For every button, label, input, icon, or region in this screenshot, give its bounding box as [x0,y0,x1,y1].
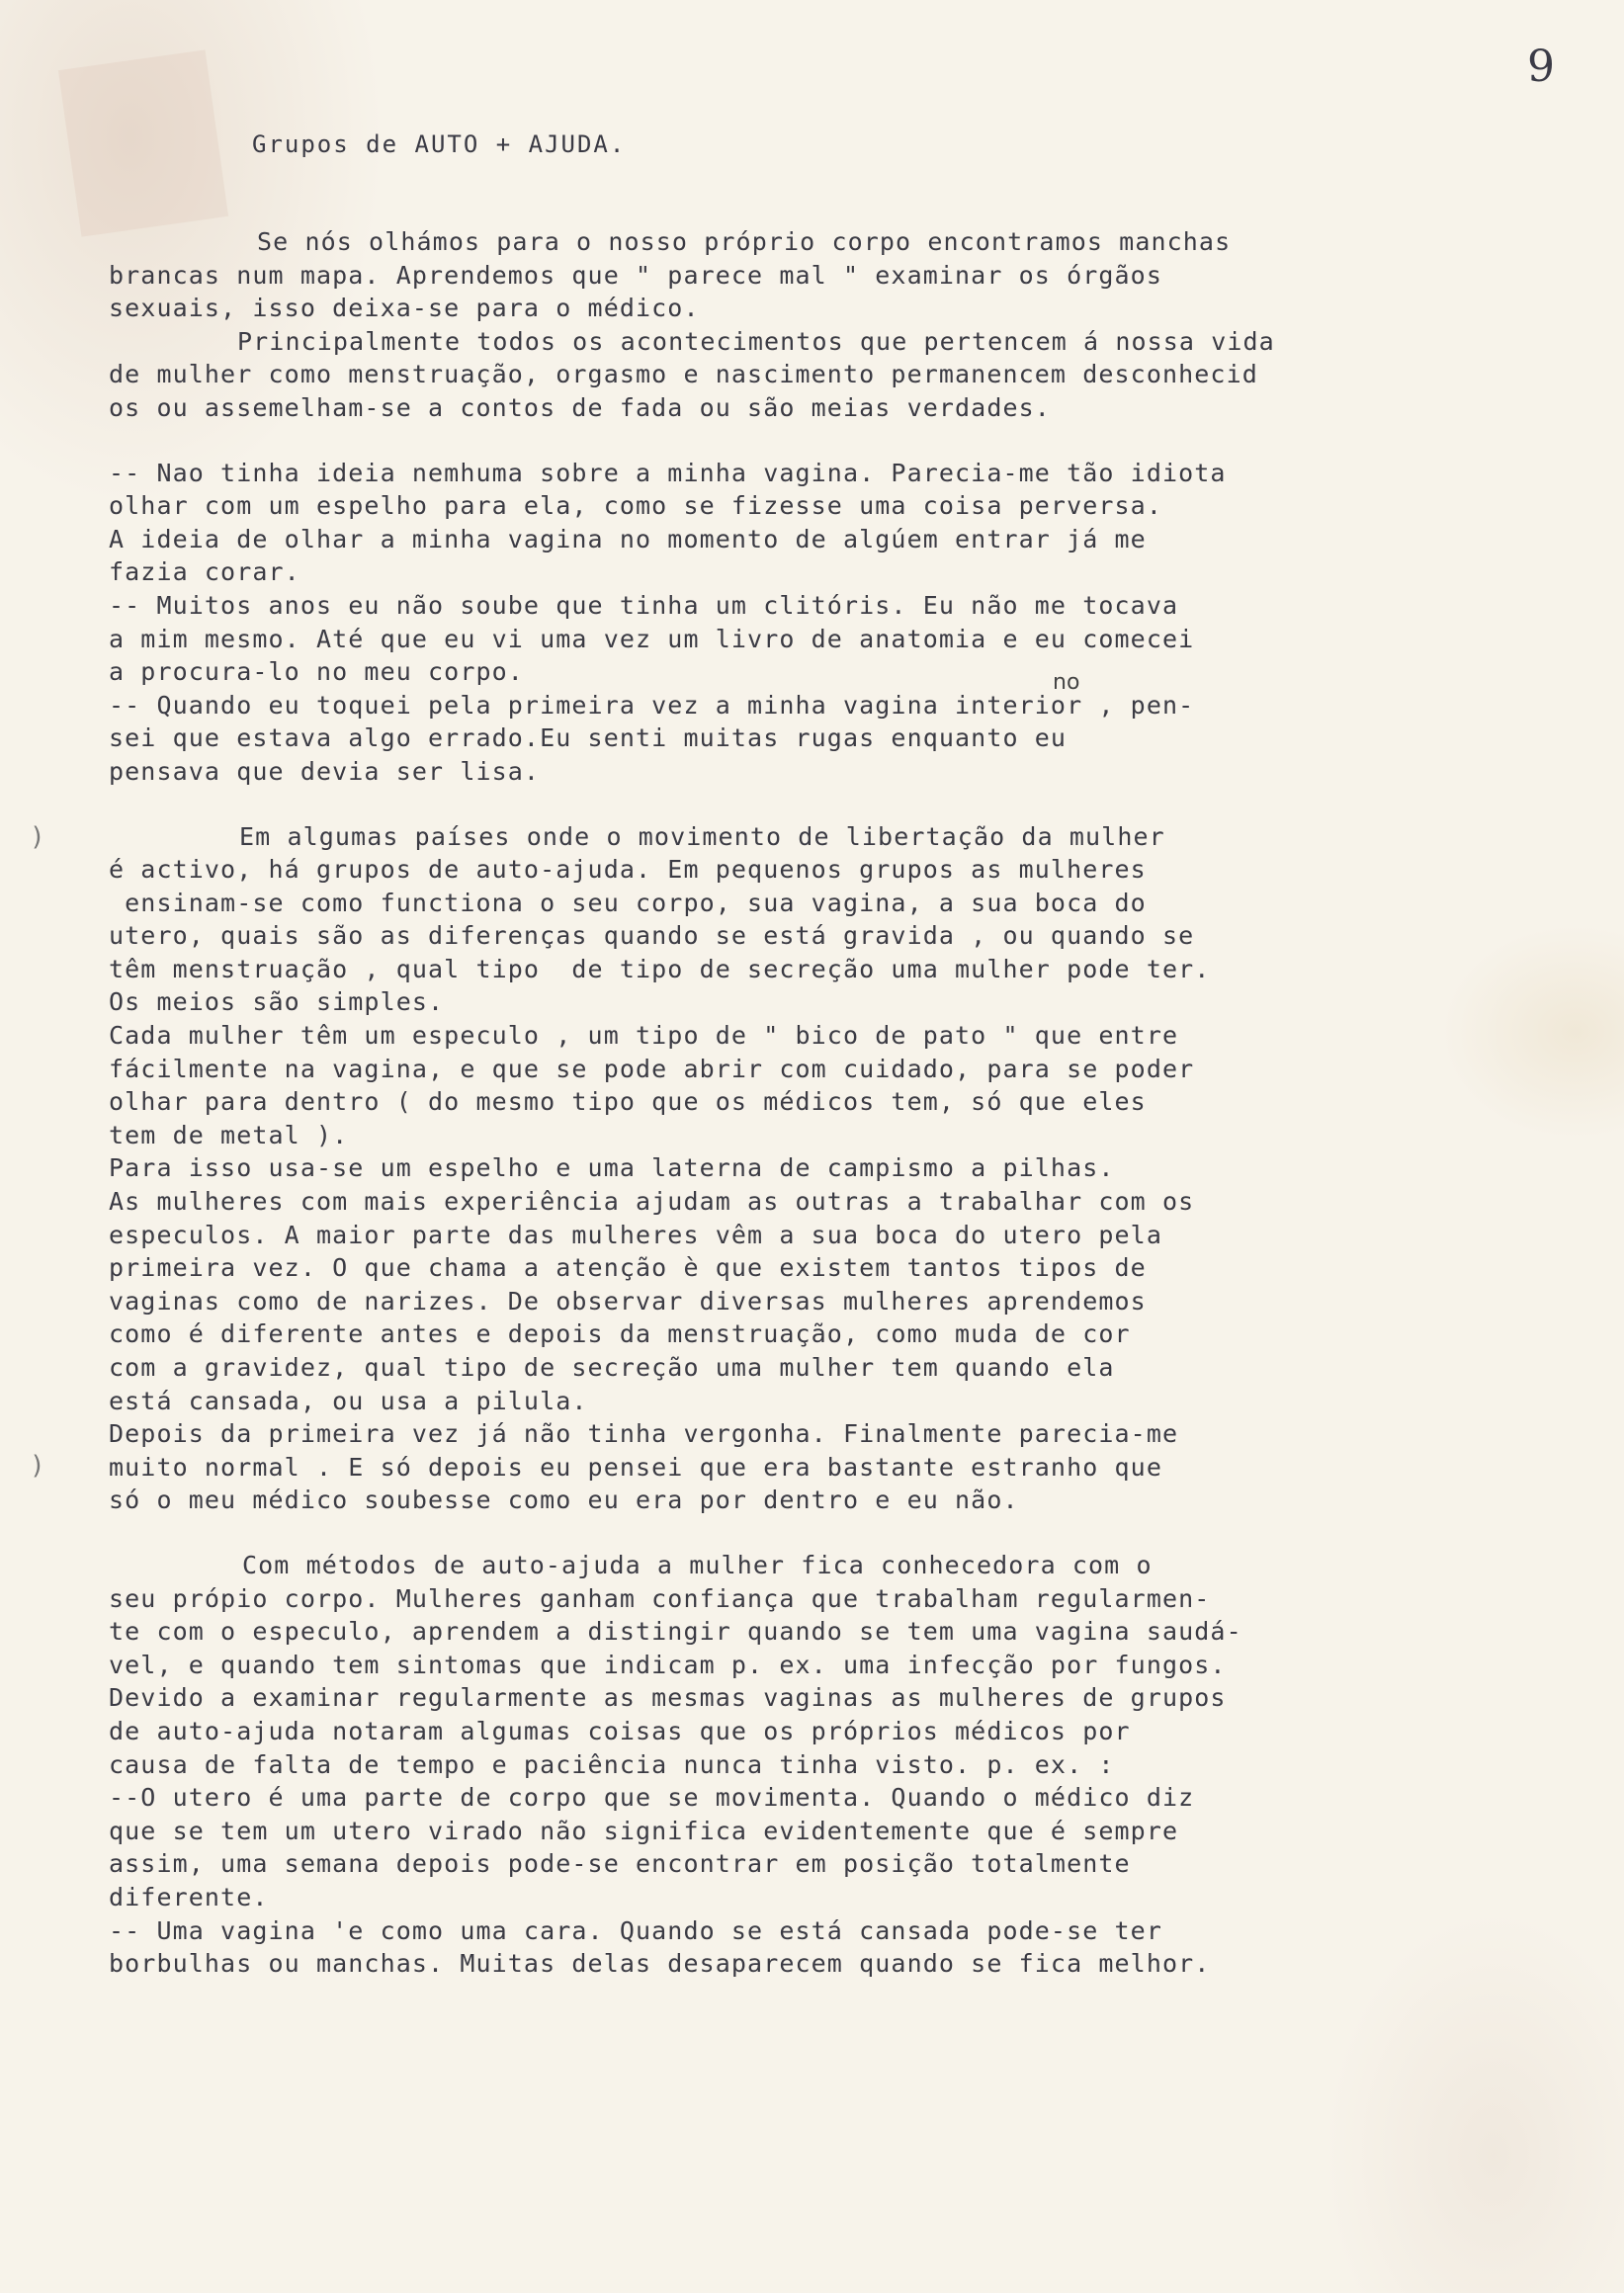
text-line: só o meu médico soubesse como eu era por dentro e eu não. [109,1486,1019,1515]
text-line: como é diferente antes e depois da menstruação, como muda de cor [109,1319,1131,1349]
text-line: Depois da primeira vez já não tinha vergonha. Finalmente parecia-me [109,1419,1179,1449]
text-line: olhar para dentro ( do mesmo tipo que os médicos tem, só que eles [109,1087,1147,1117]
text-line: Em algumas países onde o movimento de libertação da mulher [239,821,1165,851]
margin-mark: ) [30,822,45,852]
text-line: a procura-lo no meu corpo. [109,657,524,687]
text-line: vaginas como de narizes. De observar diversas mulheres aprendemos [109,1286,1147,1316]
text-line: com a gravidez, qual tipo de secreção uma mulher tem quando ela [109,1353,1115,1382]
text-line: têm menstruação , qual tipo de tipo de secreção uma mulher pode ter. [109,954,1211,983]
text-line: de mulher como menstruação, orgasmo e nascimento permanencem desconhecid [109,360,1258,389]
paper-stain [58,49,228,236]
text-line: seu própio corpo. Mulheres ganham confiança que trabalham regularmen- [109,1583,1211,1613]
text-line: brancas num mapa. Aprendemos que " parece mal " examinar os órgãos [109,260,1162,290]
text-line: As mulheres com mais experiência ajudam as outras a trabalhar com os [109,1187,1195,1217]
text-line: te com o especulo, aprendem a distingir quando se tem uma vagina saudá- [109,1617,1242,1647]
text-line: está cansada, ou usa a pilula. [109,1386,588,1415]
text-line: -- Quando eu toquei pela primeira vez a minha vagina interior , pen- [109,690,1195,720]
text-line: é activo, há grupos de auto-ajuda. Em pequenos grupos as mulheres [109,855,1147,885]
text-line: olhar com um espelho para ela, como se fizesse uma coisa perversa. [109,491,1162,521]
text-line: diferente. [109,1882,269,1911]
text-line: causa de falta de tempo e paciência nunca tinha visto. p. ex. : [109,1749,1115,1779]
text-line: -- Muitos anos eu não soube que tinha um clitóris. Eu não me tocava [109,590,1179,620]
paragraph-intro [109,225,1413,425]
text-line: especulos. A maior parte das mulheres vêm a sua boca do utero pela [109,1220,1162,1249]
text-line: Devido a examinar regularmente as mesmas vaginas as mulheres de grupos [109,1683,1227,1713]
text-line: borbulhas ou manchas. Muitas delas desaparecem quando se fica melhor. [109,1949,1211,1979]
text-line: assim, uma semana depois pode-se encontrar em posição totalmente [109,1849,1131,1879]
paragraph-testimonies [109,457,1413,789]
document-body [109,225,1413,2012]
text-line: Se nós olhámos para o nosso próprio corpo encontramos manchas [257,227,1232,256]
text-line: que se tem um utero virado não significa evidentemente que é sempre [109,1816,1179,1845]
text-line: -- Uma vagina 'e como uma cara. Quando se está cansada pode-se ter [109,1915,1162,1945]
text-line: Principalmente todos os acontecimentos que pertencem á nossa vida [237,326,1275,356]
paragraph-methods [109,1549,1413,1981]
text-line: Para isso usa-se um espelho e uma laterna de campismo a pilhas. [109,1153,1115,1183]
paragraph-self-help-groups [109,820,1413,1517]
text-line: A ideia de olhar a minha vagina no momento de algúem entrar já me [109,524,1147,553]
document-title: Grupos de AUTO + AJUDA. [252,130,627,158]
text-line: tem de metal ). [109,1120,349,1149]
text-line: os ou assemelham-se a contos de fada ou são meias verdades. [109,392,1051,422]
text-line: -- Nao tinha ideia nemhuma sobre a minha vagina. Parecia-me tão idiota [109,458,1227,487]
text-line: fazia corar. [109,557,300,587]
text-line: sexuais, isso deixa-se para o médico. [109,294,700,323]
text-line: Cada mulher têm um especulo , um tipo de " bico de pato " que entre [109,1021,1179,1051]
text-line: Os meios são simples. [109,987,445,1017]
text-line: vel, e quando tem sintomas que indicam p. ex. uma infecção por fungos. [109,1650,1227,1679]
text-line: pensava que devia ser lisa. [109,756,541,786]
handwritten-note: no [1053,670,1080,695]
margin-mark: ) [30,1451,45,1481]
text-line: de auto-ajuda notaram algumas coisas que os próprios médicos por [109,1716,1131,1745]
text-line: utero, quais são as diferenças quando se está gravida , ou quando se [109,921,1195,951]
text-line: sei que estava algo errado.Eu senti muitas rugas enquanto eu [109,723,1068,753]
text-line: Com métodos de auto-ajuda a mulher fica conhecedora com o [242,1550,1153,1579]
text-line: --O utero é uma parte de corpo que se movimenta. Quando o médico diz [109,1783,1195,1813]
text-line: fácilmente na vagina, e que se pode abrir com cuidado, para se poder [109,1054,1195,1083]
text-line: a mim mesmo. Até que eu vi uma vez um livro de anatomia e eu comecei [109,624,1195,653]
text-line: ensinam-se como functiona o seu corpo, sua vagina, a sua boca do [109,888,1147,917]
text-line: primeira vez. O que chama a atenção è que existem tantos tipos de [109,1253,1147,1283]
page-number: 9 [1527,42,1555,92]
text-line: muito normal . E só depois eu pensei que era bastante estranho que [109,1452,1162,1482]
